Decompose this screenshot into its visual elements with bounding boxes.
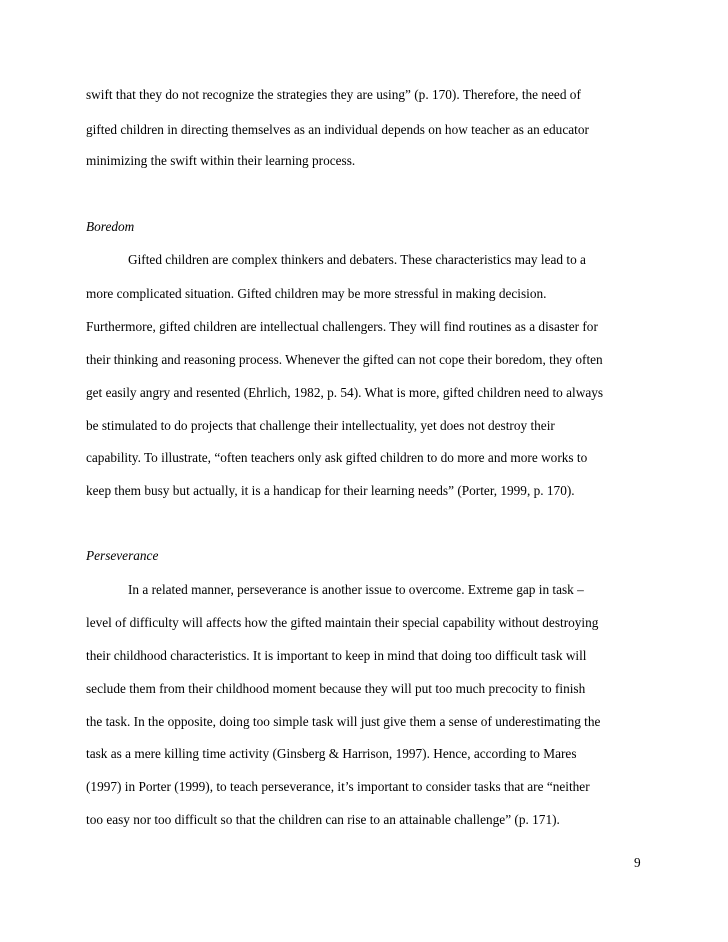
- body-line: swift that they do not recognize the strategies they are using” (p. 170). Therefore, the need of: [86, 87, 581, 102]
- body-line: seclude them from their childhood moment because they will put too much precocity to finish: [86, 681, 586, 696]
- body-line: capability. To illustrate, “often teachers only ask gifted children to do more and more works to: [86, 450, 588, 465]
- body-line: the task. In the opposite, doing too simple task will just give them a sense of underestimating the: [86, 714, 601, 729]
- body-line: more complicated situation. Gifted children may be more stressful in making decision.: [86, 286, 547, 301]
- section-heading-boredom: Boredom: [86, 219, 135, 234]
- body-line: level of difficulty will affects how the gifted maintain their special capability without destroying: [86, 615, 599, 630]
- body-line: task as a mere killing time activity (Ginsberg & Harrison, 1997). Hence, according to Mares: [86, 746, 577, 761]
- page-number: 9: [634, 855, 641, 870]
- body-line: In a related manner, perseverance is another issue to overcome. Extreme gap in task –: [128, 582, 584, 597]
- body-line: gifted children in directing themselves as an individual depends on how teacher as an educator: [86, 122, 589, 137]
- body-line: keep them busy but actually, it is a handicap for their learning needs” (Porter, 1999, p. 170).: [86, 483, 575, 498]
- body-line: their thinking and reasoning process. Whenever the gifted can not cope their boredom, they often: [86, 352, 603, 367]
- body-line: too easy nor too difficult so that the children can rise to an attainable challenge” (p. 171).: [86, 812, 560, 827]
- body-line: minimizing the swift within their learning process.: [86, 153, 356, 168]
- body-line: be stimulated to do projects that challenge their intellectuality, yet does not destroy their: [86, 418, 555, 433]
- body-line: Gifted children are complex thinkers and debaters. These characteristics may lead to a: [128, 252, 586, 267]
- section-heading-perseverance: Perseverance: [86, 548, 159, 563]
- body-line: get easily angry and resented (Ehrlich, 1982, p. 54). What is more, gifted children need to always: [86, 385, 604, 400]
- body-line: their childhood characteristics. It is important to keep in mind that doing too difficult task will: [86, 648, 587, 663]
- body-line: (1997) in Porter (1999), to teach perseverance, it’s important to consider tasks that are “neither: [86, 779, 590, 794]
- body-line: Furthermore, gifted children are intellectual challengers. They will find routines as a disaster for: [86, 319, 598, 334]
